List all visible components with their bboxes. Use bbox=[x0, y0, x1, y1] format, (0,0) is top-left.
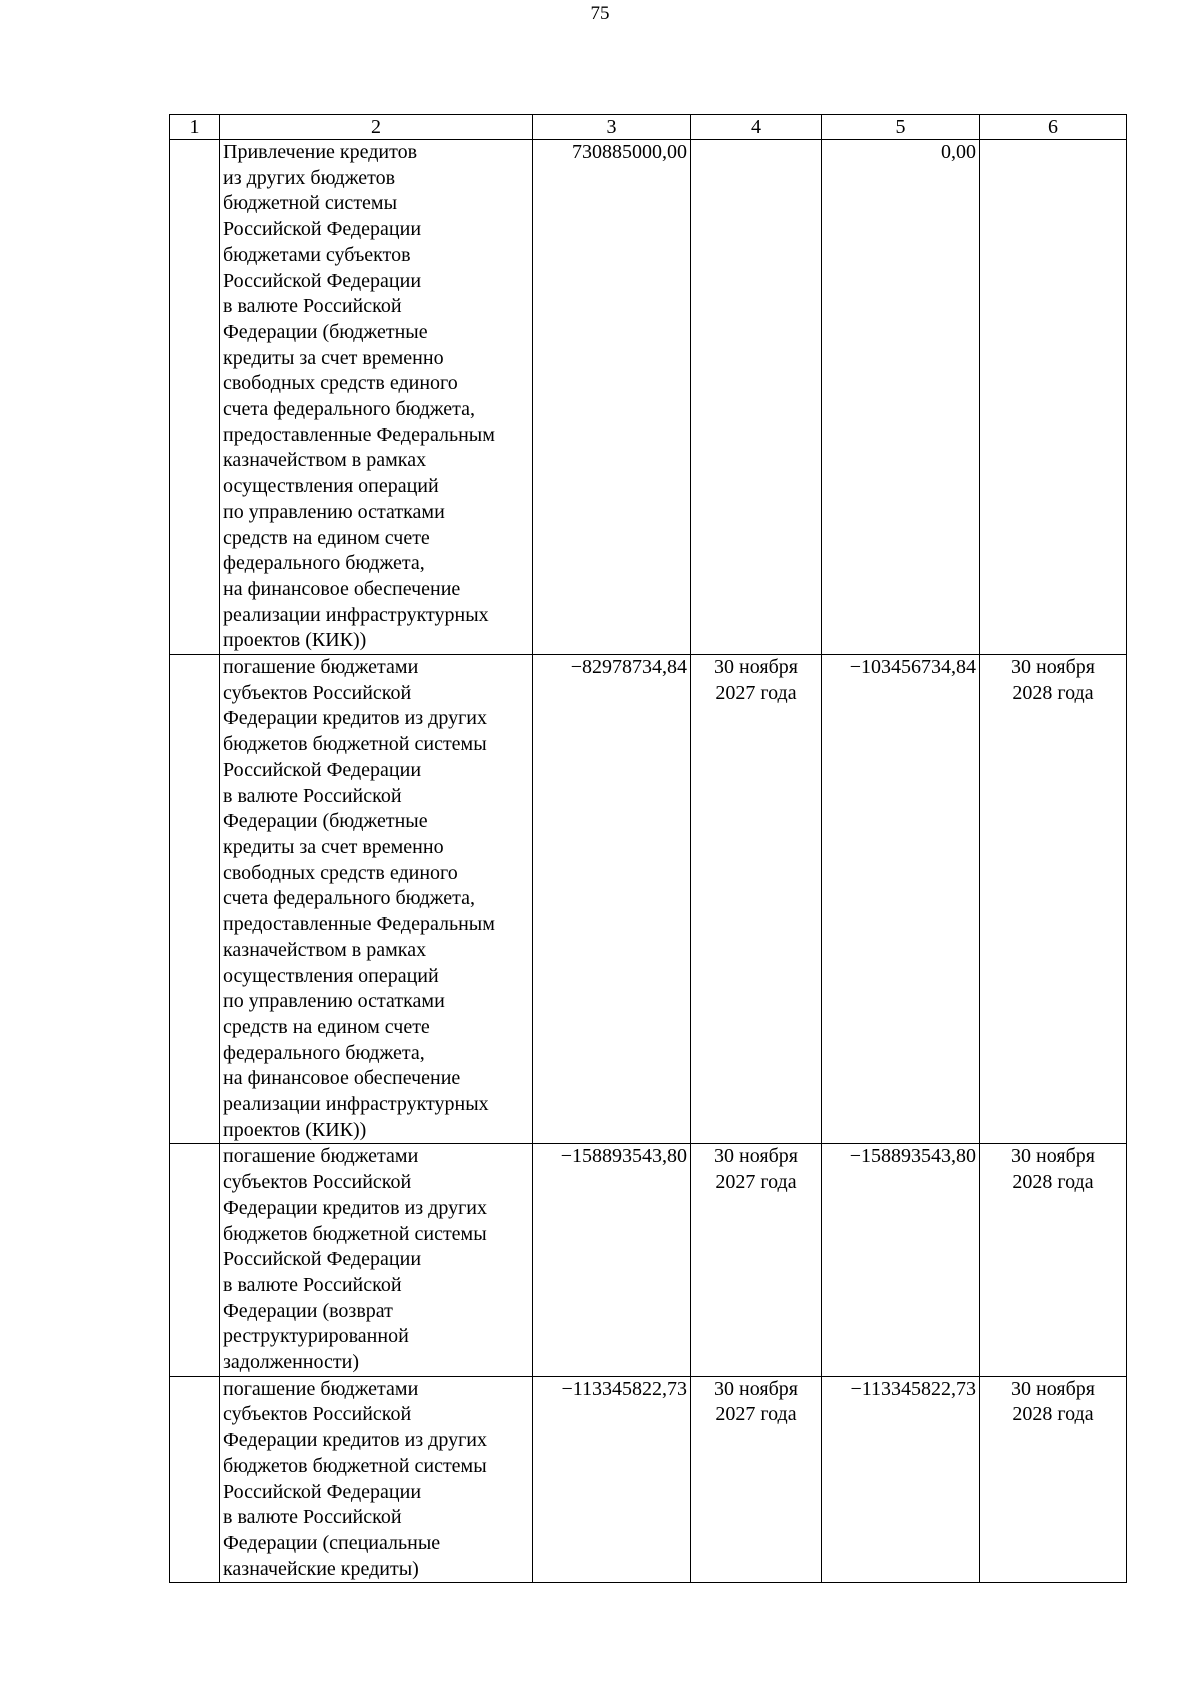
description-line: погашение бюджетами bbox=[223, 1377, 419, 1400]
header-cell-4: 4 bbox=[691, 115, 822, 140]
description-line: бюджетов бюджетной системы bbox=[223, 1454, 487, 1477]
row-number-cell bbox=[170, 1376, 220, 1583]
description-line: в валюте Российской bbox=[223, 295, 402, 318]
description-line: Федерации кредитов из других bbox=[223, 1429, 488, 1452]
description-line: казначейские кредиты) bbox=[223, 1557, 419, 1580]
description-line: по управлению остатками bbox=[223, 990, 445, 1013]
date-line: 30 ноября bbox=[1011, 656, 1095, 679]
description-line: федерального бюджета, bbox=[223, 1041, 425, 1064]
description-line: кредиты за счет временно bbox=[223, 346, 444, 369]
date-line: 30 ноября bbox=[714, 1377, 798, 1400]
date-line: 30 ноября bbox=[714, 656, 798, 679]
description-line: реализации инфраструктурных bbox=[223, 1093, 489, 1116]
description-line: Привлечение кредитов bbox=[223, 141, 418, 163]
date-cell bbox=[691, 140, 822, 655]
description-line: Российской Федерации bbox=[223, 1248, 422, 1271]
description-line: осуществления операций bbox=[223, 475, 439, 498]
date-line: 2028 года bbox=[1012, 1403, 1094, 1426]
page-number: 75 bbox=[590, 3, 610, 24]
amount-cell: 730885000,00 bbox=[533, 140, 691, 655]
description-line: бюджетами субъектов bbox=[223, 243, 411, 266]
description-line: казначейством в рамках bbox=[223, 449, 427, 472]
description-line: средств на едином счете bbox=[223, 1015, 430, 1038]
description-line: в валюте Российской bbox=[223, 1506, 402, 1529]
description-cell bbox=[220, 1376, 533, 1583]
budget-table bbox=[169, 114, 1127, 1583]
table-row bbox=[170, 1376, 1127, 1583]
date-cell bbox=[691, 1376, 822, 1583]
description-line: Федерации (бюджетные bbox=[223, 320, 428, 343]
date-line: 2028 года bbox=[1012, 1171, 1094, 1194]
row-number-cell bbox=[170, 140, 220, 655]
description-cell bbox=[220, 655, 533, 1144]
date-line: 2027 года bbox=[715, 1403, 797, 1426]
description-line: проектов (КИК)) bbox=[223, 1118, 367, 1141]
description-line: предоставленные Федеральным bbox=[223, 423, 495, 446]
description-cell bbox=[220, 1144, 533, 1376]
header-cell-5: 5 bbox=[822, 115, 980, 140]
header-cell-2: 2 bbox=[220, 115, 533, 140]
date-line: 30 ноября bbox=[1011, 1145, 1095, 1168]
description-line: Федерации (возврат bbox=[223, 1299, 393, 1322]
description-line: субъектов Российской bbox=[223, 1403, 412, 1426]
date-cell bbox=[980, 1144, 1127, 1376]
date-cell bbox=[691, 1144, 822, 1376]
date-line: 30 ноября bbox=[1011, 1377, 1095, 1400]
description-line: бюджетов бюджетной системы bbox=[223, 1222, 487, 1245]
row-number-cell bbox=[170, 655, 220, 1144]
description-line: из других бюджетов bbox=[223, 166, 396, 189]
description-line: реализации инфраструктурных bbox=[223, 603, 489, 626]
table-row bbox=[170, 1144, 1127, 1376]
date-cell bbox=[980, 1376, 1127, 1583]
description-line: в валюте Российской bbox=[223, 784, 402, 807]
description-line: счета федерального бюджета, bbox=[223, 887, 476, 910]
description-cell bbox=[220, 140, 533, 655]
description-line: на финансовое обеспечение bbox=[223, 577, 461, 600]
description-line: бюджетов бюджетной системы bbox=[223, 733, 487, 756]
row-number-cell bbox=[170, 1144, 220, 1376]
description-line: в валюте Российской bbox=[223, 1273, 402, 1296]
description-line: Федерации кредитов из других bbox=[223, 707, 488, 730]
description-line: Российской Федерации bbox=[223, 218, 422, 241]
amount-cell: 0,00 bbox=[822, 140, 980, 655]
description-line: осуществления операций bbox=[223, 964, 439, 987]
description-line: кредиты за счет временно bbox=[223, 835, 444, 858]
date-cell bbox=[980, 655, 1127, 1144]
amount-cell: −113345822,73 bbox=[533, 1376, 691, 1583]
description-line: бюджетной системы bbox=[223, 192, 398, 215]
amount-cell: −113345822,73 bbox=[822, 1376, 980, 1583]
description-line: свободных средств единого bbox=[223, 861, 458, 884]
description-line: Федерации кредитов из других bbox=[223, 1196, 488, 1219]
description-line: свободных средств единого bbox=[223, 372, 458, 395]
table-row bbox=[170, 140, 1127, 655]
description-line: на финансовое обеспечение bbox=[223, 1067, 461, 1090]
description-line: Российской Федерации bbox=[223, 758, 422, 781]
date-line: 30 ноября bbox=[714, 1145, 798, 1168]
description-line: средств на едином счете bbox=[223, 526, 430, 549]
date-cell bbox=[980, 140, 1127, 655]
amount-cell: −103456734,84 bbox=[822, 655, 980, 1144]
amount-cell: −158893543,80 bbox=[533, 1144, 691, 1376]
date-line: 2028 года bbox=[1012, 681, 1094, 704]
description-line: Российской Федерации bbox=[223, 1480, 422, 1503]
table-header-row bbox=[170, 115, 1127, 140]
description-line: федерального бюджета, bbox=[223, 552, 425, 575]
header-cell-1: 1 bbox=[170, 115, 220, 140]
description-line: предоставленные Федеральным bbox=[223, 913, 495, 936]
amount-cell: −82978734,84 bbox=[533, 655, 691, 1144]
description-line: проектов (КИК)) bbox=[223, 629, 367, 652]
description-line: задолженности) bbox=[223, 1351, 359, 1374]
description-line: Федерации (специальные bbox=[223, 1531, 441, 1554]
description-line: по управлению остатками bbox=[223, 500, 445, 523]
description-line: субъектов Российской bbox=[223, 1171, 412, 1194]
amount-cell: −158893543,80 bbox=[822, 1144, 980, 1376]
table-row bbox=[170, 655, 1127, 1144]
description-line: погашение бюджетами bbox=[223, 656, 419, 679]
description-line: субъектов Российской bbox=[223, 681, 412, 704]
description-line: Российской Федерации bbox=[223, 269, 422, 292]
description-line: погашение бюджетами bbox=[223, 1145, 419, 1168]
header-cell-3: 3 bbox=[533, 115, 691, 140]
header-cell-6: 6 bbox=[980, 115, 1127, 140]
date-cell bbox=[691, 655, 822, 1144]
description-line: Федерации (бюджетные bbox=[223, 810, 428, 833]
date-line: 2027 года bbox=[715, 1171, 797, 1194]
description-line: счета федерального бюджета, bbox=[223, 398, 476, 421]
date-line: 2027 года bbox=[715, 681, 797, 704]
description-line: реструктурированной bbox=[223, 1325, 409, 1348]
description-line: казначейством в рамках bbox=[223, 938, 427, 961]
